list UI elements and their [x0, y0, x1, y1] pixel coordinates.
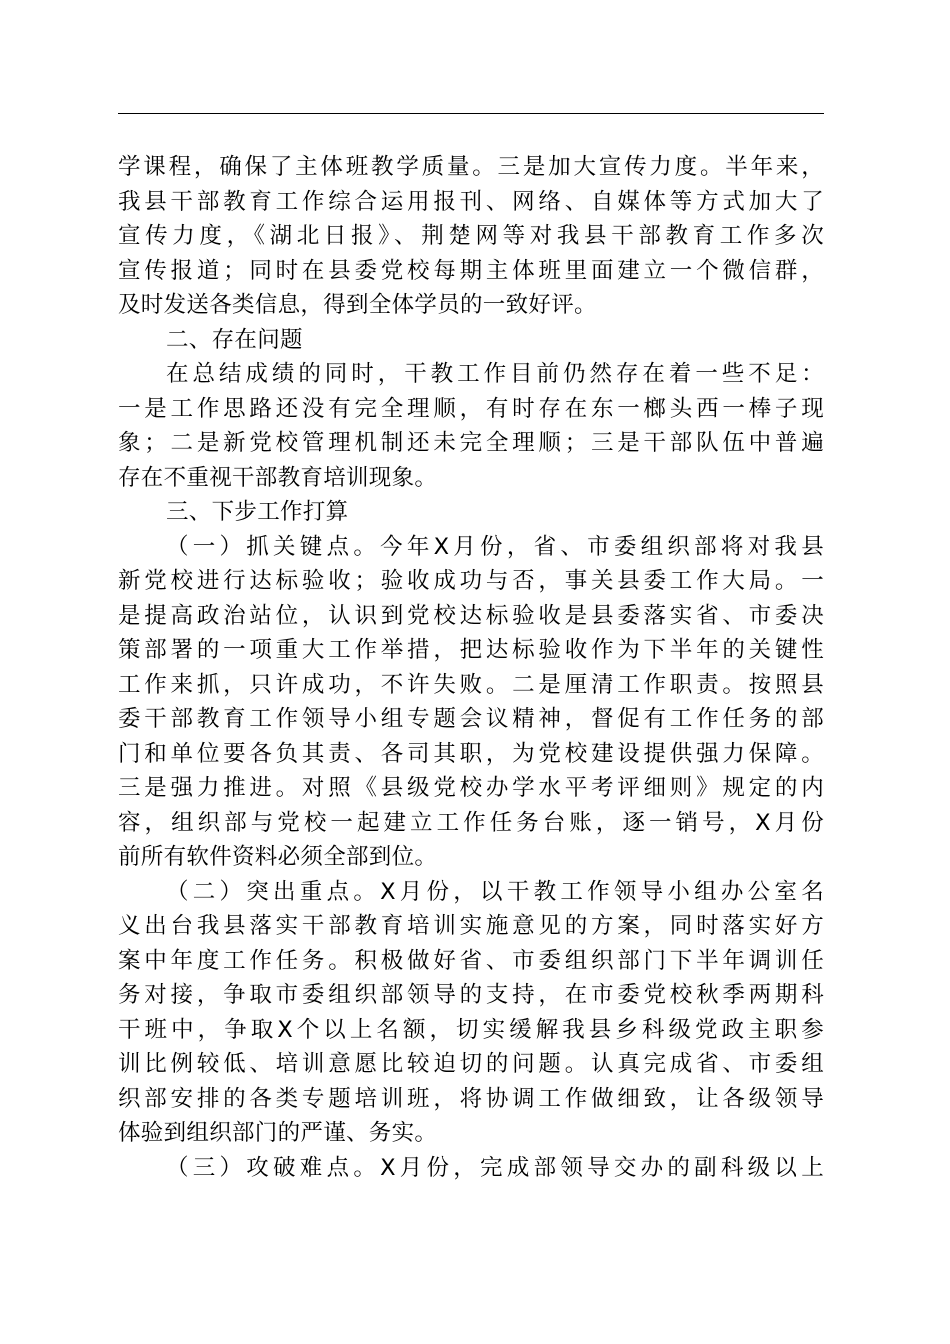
- text-line: 宣传力度，《湖北日报》、荆楚网等对我县干部教育工作多次: [118, 223, 824, 249]
- text-line: 训比例较低、培训意愿比较迫切的问题。认真完成省、市委组: [118, 1051, 824, 1077]
- text-line: 织部安排的各类专题培训班，将协调工作做细致，让各级领导: [118, 1085, 824, 1112]
- text-line: 是提高政治站位，认识到党校达标验收是县委落实省、市委决: [118, 602, 824, 629]
- text-line: 门和单位要各负其责、各司其职，为党校建设提供强力保障。: [118, 740, 824, 767]
- text-line: （一）抓关键点。今年X月份，省、市委组织部将对我县: [166, 533, 824, 560]
- text-line: 务对接，争取市委组织部领导的支持，在市委党校秋季两期科: [118, 982, 824, 1008]
- text-line: 工作来抓，只许成功，不许失败。二是厘清工作职责。按照县: [118, 671, 824, 698]
- text-line: 学课程，确保了主体班教学质量。三是加大宣传力度。半年来，: [118, 154, 824, 180]
- text-line: 象；二是新党校管理机制还未完全理顺；三是干部队伍中普遍: [118, 430, 824, 456]
- text-line: 义出台我县落实干部教育培训实施意见的方案，同时落实好方: [118, 913, 824, 939]
- text-line: 新党校进行达标验收；验收成功与否，事关县委工作大局。一: [118, 568, 824, 594]
- text-line: 及时发送各类信息，得到全体学员的一致好评。: [118, 292, 597, 318]
- text-line: 存在不重视干部教育培训现象。: [118, 464, 438, 491]
- header-rule: [118, 113, 824, 114]
- text-line: 干班中，争取X个以上名额，切实缓解我县乡科级党政主职参: [118, 1016, 824, 1043]
- text-line: 案中年度工作任务。积极做好省、市委组织部门下半年调训任: [118, 947, 824, 974]
- text-line: 一是工作思路还没有完全理顺，有时存在东一榔头西一棒子现: [118, 395, 824, 422]
- text-line: 三是强力推进。对照《县级党校办学水平考评细则》规定的内: [118, 775, 824, 801]
- text-line: 我县干部教育工作综合运用报刊、网络、自媒体等方式加大了: [118, 188, 824, 215]
- text-line: 策部署的一项重大工作举措，把达标验收作为下半年的关键性: [118, 637, 824, 663]
- text-line: 前所有软件资料必须全部到位。: [118, 844, 438, 870]
- text-line: 三、下步工作打算: [166, 499, 349, 525]
- text-line: 容，组织部与党校一起建立工作任务台账，逐一销号，X月份: [118, 809, 824, 836]
- document-body: [118, 150, 824, 1185]
- text-line: 体验到组织部门的严谨、务实。: [118, 1120, 438, 1146]
- text-line: 二、存在问题: [166, 326, 303, 353]
- text-line: 在总结成绩的同时，干教工作目前仍然存在着一些不足：: [166, 361, 824, 387]
- text-line: （三）攻破难点。X月份，完成部领导交办的副科级以上: [166, 1154, 824, 1181]
- text-line: （二）突出重点。X月份，以干教工作领导小组办公室名: [166, 878, 824, 905]
- text-line: 委干部教育工作领导小组专题会议精神，督促有工作任务的部: [118, 706, 824, 732]
- text-line: 宣传报道；同时在县委党校每期主体班里面建立一个微信群，: [118, 257, 824, 284]
